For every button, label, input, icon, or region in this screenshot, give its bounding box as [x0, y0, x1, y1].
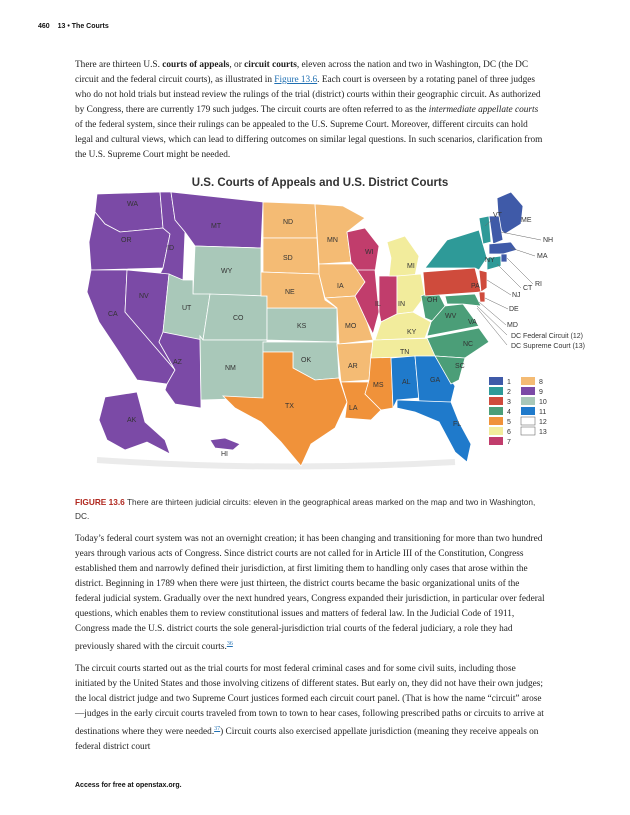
- term-circuit-courts: circuit courts: [244, 60, 297, 70]
- label-IN: IN: [398, 301, 405, 308]
- legend-swatch-7: [489, 437, 503, 445]
- footnote-37[interactable]: 37: [214, 726, 221, 732]
- state-AR: [337, 342, 373, 382]
- label-NY: NY: [485, 257, 495, 264]
- label-AZ: AZ: [173, 359, 182, 366]
- label-MS: MS: [373, 382, 384, 389]
- state-NY: [425, 230, 487, 270]
- legend-swatch-2: [489, 387, 503, 395]
- text-run: There are thirteen U.S.: [75, 60, 163, 70]
- legend-swatch-13: [521, 427, 535, 435]
- legend-swatch-11: [521, 407, 535, 415]
- label-WI: WI: [365, 249, 374, 256]
- legend-swatch-9: [521, 387, 535, 395]
- label-AR: AR: [348, 363, 358, 370]
- legend-label-2: 2: [507, 389, 511, 396]
- label-KY: KY: [407, 329, 417, 336]
- state-MI: [387, 236, 419, 276]
- legend-label-5: 5: [507, 419, 511, 426]
- term-courts-of-appeals: courts of appeals: [162, 60, 230, 70]
- label-MN: MN: [327, 237, 338, 244]
- label-VA: VA: [468, 319, 477, 326]
- legend-label-1: 1: [507, 379, 511, 386]
- label-OK: OK: [301, 357, 312, 364]
- label-NV: NV: [139, 293, 149, 300]
- legend-swatch-12: [521, 417, 535, 425]
- label-WY: WY: [221, 268, 233, 275]
- legend-label-12: 12: [539, 419, 547, 426]
- label-GA: GA: [430, 377, 441, 384]
- label-CO: CO: [233, 315, 244, 322]
- text-run: , or: [229, 60, 245, 70]
- label-AK: AK: [127, 417, 137, 424]
- state-OH: [397, 274, 425, 314]
- label-MT: MT: [211, 223, 222, 230]
- figure-label: FIGURE 13.6: [75, 497, 125, 507]
- circuit-map-figure: [75, 172, 585, 490]
- label-TX: TX: [285, 403, 294, 410]
- label-WV: WV: [445, 313, 457, 320]
- label-FL: FL: [453, 421, 462, 428]
- state-PA: [423, 268, 481, 296]
- paragraph-text: The circuit courts started out as the trial courts for most federal criminal cases and for some civil suits, including those initiated by the United States and those involving citizens of different states. But early on, they did not have their own judges; the local district judge and two Supreme Court justices formed each circuit court panel. (That is how the name “circuit” arose—judges in the early circuit courts traveled from town to town to hear cases, following prescribed paths or circuits to arrive at destinations where they were needed.: [75, 664, 544, 738]
- state-HI: [210, 438, 240, 450]
- footnote-36[interactable]: 36: [226, 641, 233, 647]
- figure-link[interactable]: Figure 13.6: [274, 75, 318, 85]
- legend-swatch-8: [521, 377, 535, 385]
- label-CA: CA: [108, 311, 118, 318]
- circuit-legend: [489, 377, 547, 446]
- chapter-title: 13 • The Courts: [57, 23, 109, 30]
- legend-swatch-3: [489, 397, 503, 405]
- paragraph-history-circuit: [75, 662, 545, 755]
- paragraph-history-district: [75, 532, 545, 655]
- text-run: , eleven across the nation and two in Washington, DC (the DC circuit and the federal circuit courts), as illustrated in: [75, 60, 529, 85]
- us-circuit-map: [75, 172, 585, 490]
- label-NE: NE: [285, 289, 295, 296]
- label-AL: AL: [402, 379, 411, 386]
- label-IL: IL: [375, 301, 381, 308]
- label-OR: OR: [121, 237, 132, 244]
- legend-label-8: 8: [539, 379, 543, 386]
- label-dc-supreme-court: DC Supreme Court (13): [511, 343, 585, 350]
- legend-swatch-1: [489, 377, 503, 385]
- state-RI: [501, 254, 507, 262]
- label-ND: ND: [283, 219, 294, 226]
- label-IA: IA: [337, 283, 344, 290]
- legend-label-9: 9: [539, 389, 543, 396]
- legend-swatch-6: [489, 427, 503, 435]
- label-DE: DE: [509, 306, 519, 313]
- legend-label-13: 13: [539, 429, 547, 436]
- legend-swatch-5: [489, 417, 503, 425]
- caption-text: There are thirteen judicial circuits: eleven in the geographical areas marked on the map and two in Washington, DC.: [75, 497, 536, 521]
- label-MD: MD: [507, 322, 518, 329]
- label-RI: RI: [535, 281, 542, 288]
- label-VT: VT: [493, 212, 502, 219]
- legend-swatch-4: [489, 407, 503, 415]
- label-TN: TN: [400, 349, 410, 356]
- running-header: [38, 23, 109, 30]
- footer-access: Access for free at openstax.org.: [75, 782, 182, 789]
- state-MA: [489, 242, 517, 254]
- label-ID: ID: [167, 245, 174, 252]
- map-title: U.S. Courts of Appeals and U.S. District Courts: [191, 177, 449, 189]
- legend-label-11: 11: [539, 409, 547, 416]
- legend-label-4: 4: [507, 409, 511, 416]
- legend-label-7: 7: [507, 439, 511, 446]
- label-UT: UT: [182, 305, 192, 312]
- label-MO: MO: [345, 323, 357, 330]
- label-NC: NC: [463, 341, 474, 348]
- paragraph-tail: ) Circuit courts also exercised appellate jurisdiction (meaning they receive appeals on federal district court: [75, 727, 539, 753]
- legend-label-6: 6: [507, 429, 511, 436]
- legend-label-3: 3: [507, 399, 511, 406]
- state-FL: [397, 400, 471, 462]
- state-DE: [479, 292, 485, 302]
- label-MI: MI: [407, 263, 415, 270]
- legend-swatch-10: [521, 397, 535, 405]
- label-NH: NH: [543, 237, 554, 244]
- label-SC: SC: [455, 363, 465, 370]
- state-MD: [445, 294, 481, 306]
- page-number: 460: [38, 23, 50, 30]
- label-KS: KS: [297, 323, 307, 330]
- paragraph-circuit-courts: [75, 58, 545, 163]
- label-WA: WA: [127, 201, 139, 208]
- legend-label-10: 10: [539, 399, 547, 406]
- label-NJ: NJ: [512, 292, 521, 299]
- figure-caption: [75, 495, 550, 523]
- label-SD: SD: [283, 255, 293, 262]
- label-HI: HI: [221, 451, 228, 458]
- label-NM: NM: [225, 365, 236, 372]
- term-intermediate-appellate: intermediate appellate courts: [428, 105, 539, 115]
- text-run: of the federal system, since their rulings can be appealed to the U.S. Supreme Court. Moreover, different circuits can hold legal and cultural views, which can lead to differing outcomes on similar legal questions. In such scenarios, clarification from the U.S. Supreme Court might be needed.: [75, 120, 543, 160]
- label-OH: OH: [427, 297, 438, 304]
- label-dc-federal-circuit: DC Federal Circuit (12): [511, 333, 583, 340]
- label-MA: MA: [537, 253, 548, 260]
- paragraph-text: Today’s federal court system was not an overnight creation; it has been changing and transitioning for more than two hundred years through various acts of Congress. Since district courts are not called for in Article III of the Constitution, Congress established them and narrowly defined their jurisdiction, at first limiting them to handling only cases that arose within the district. Beginning in 1789 when there were just thirteen, the district courts became the basic organizational units of the federal judicial system. Gradually over the next hundred years, Congress expanded their jurisdiction, in particular over federal questions, which enables them to review constitutional issues and matters of federal law. In the Judicial Code of 1911, Congress made the U.S. district courts the sole general-jurisdiction trial courts of the federal judiciary, a role they had previously shared with the circuit courts.: [75, 534, 545, 653]
- label-PA: PA: [471, 283, 480, 290]
- label-ME: ME: [521, 217, 532, 224]
- label-CT: CT: [523, 285, 533, 292]
- label-LA: LA: [349, 405, 358, 412]
- text-run: . Each court is overseen by a rotating panel of three judges who do not hold trials but instead review the rulings of the trial (district) courts within their geographic circuit. As authorized by Congress, there are currently 179 such judges. The circuit courts are often referred to as the: [75, 75, 541, 115]
